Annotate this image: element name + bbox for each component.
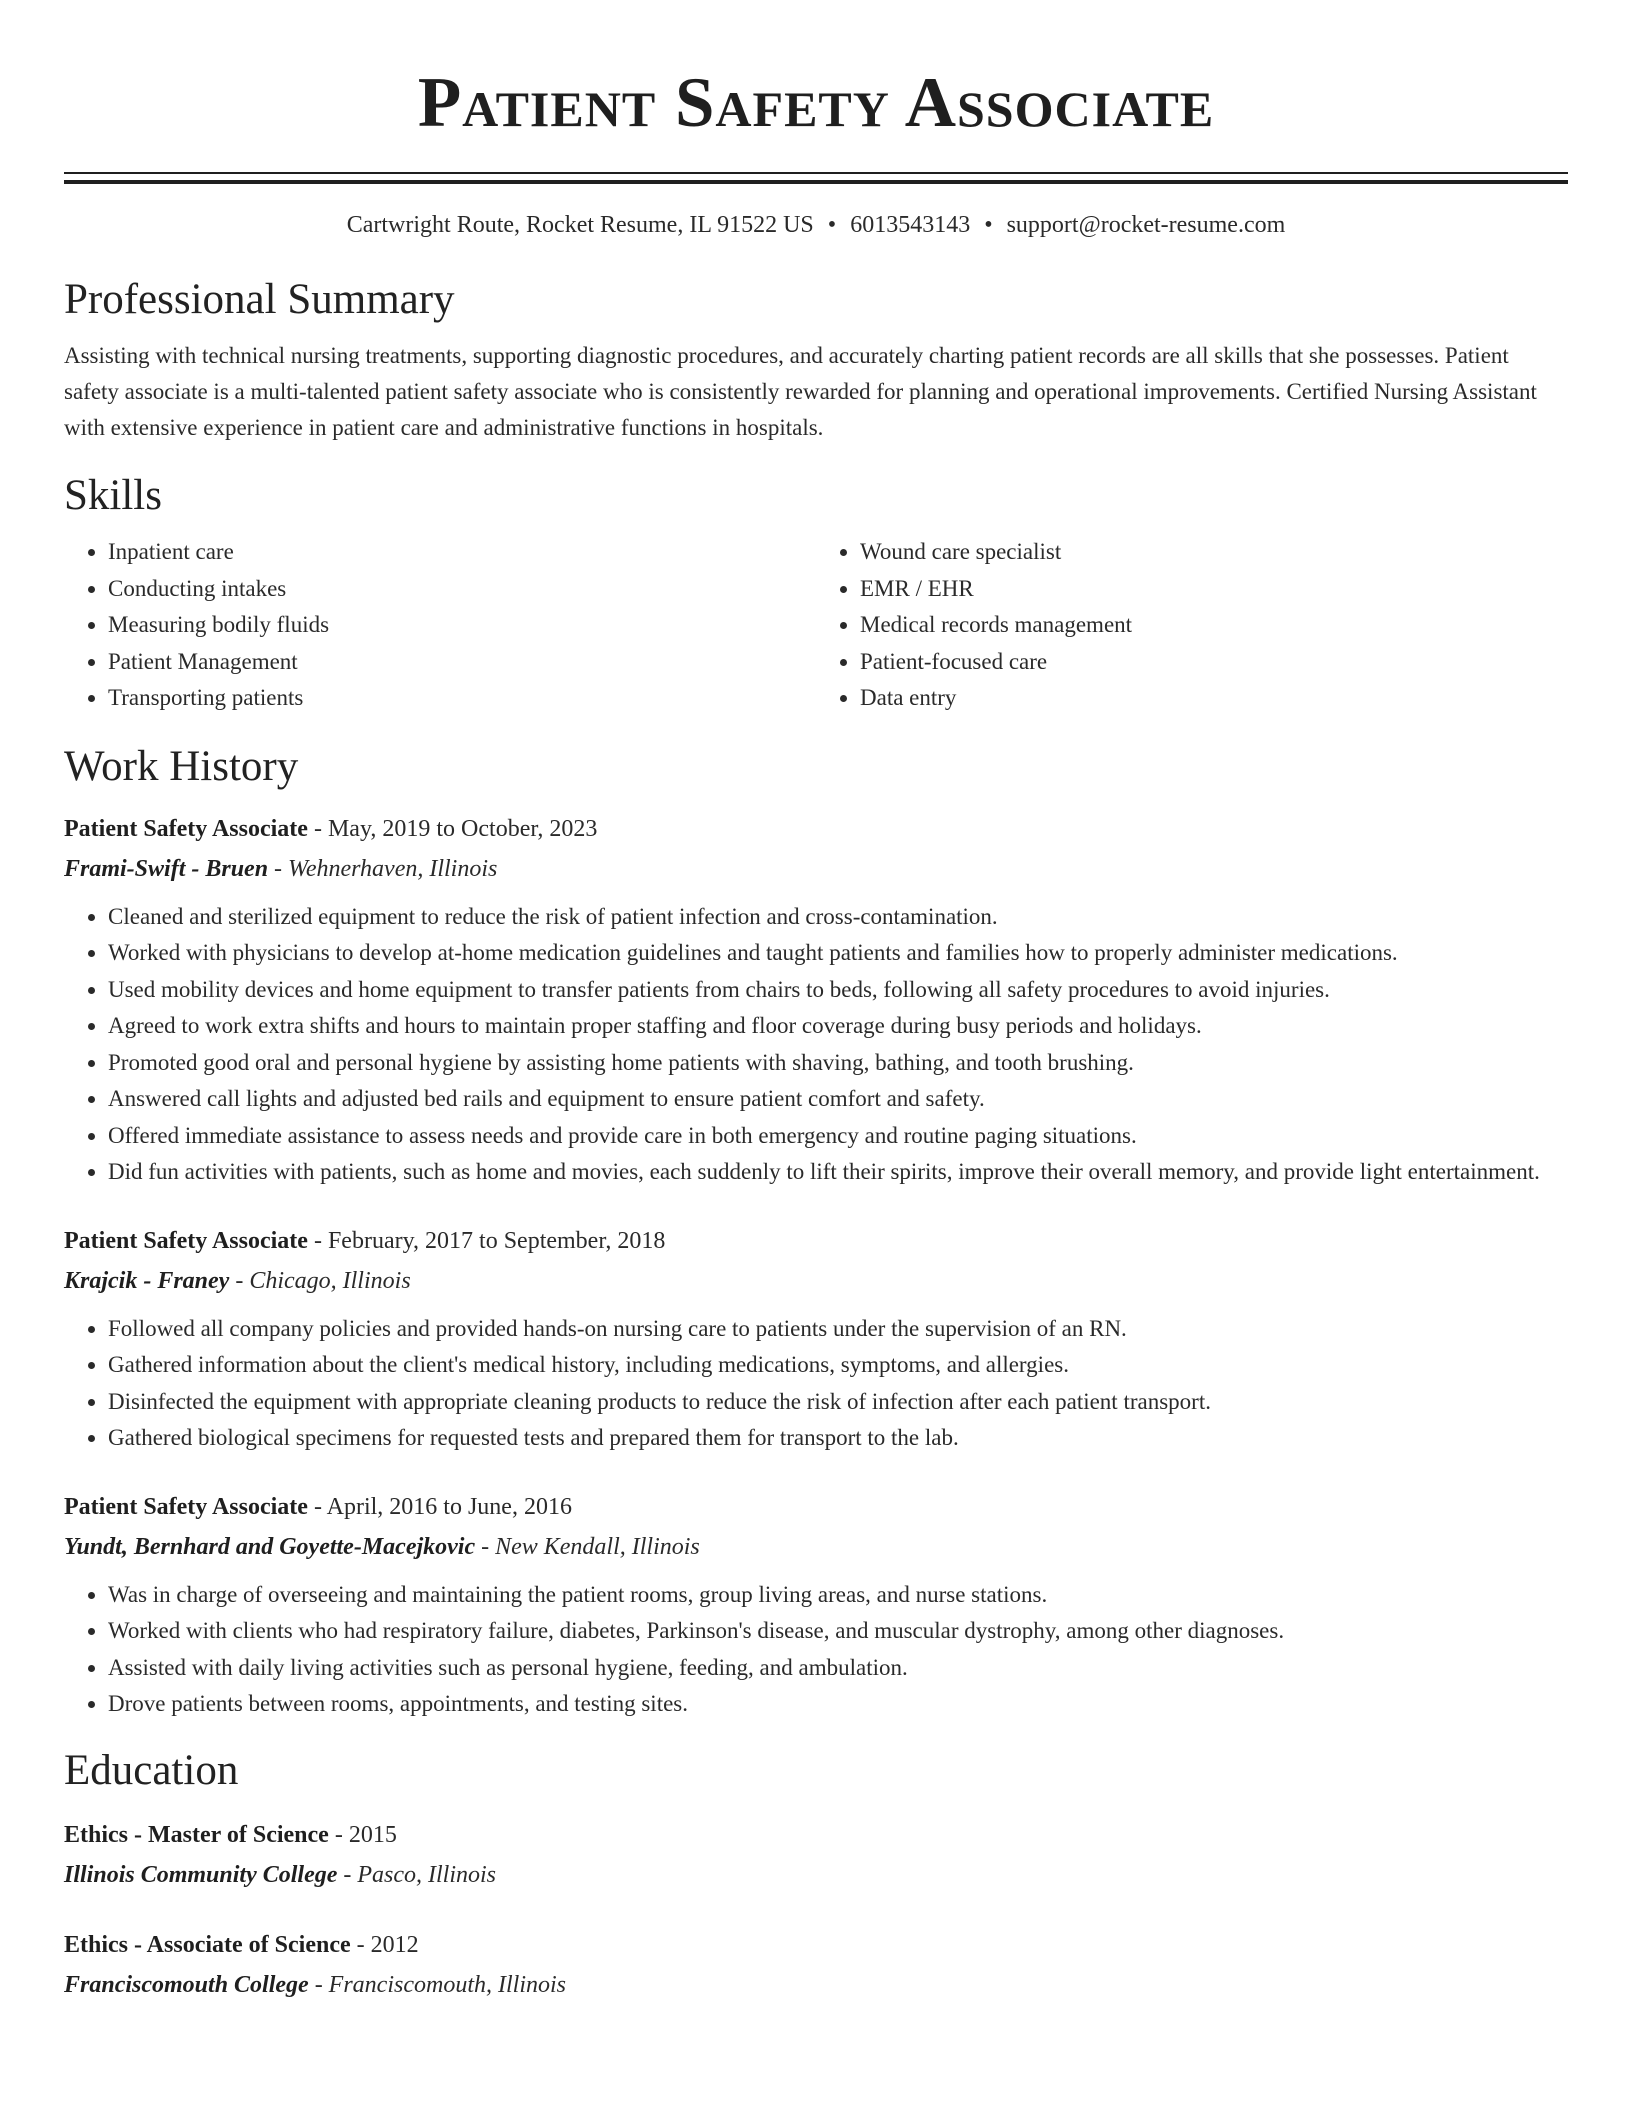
degree-year: - 2012 [350,1931,419,1958]
degree: Ethics - Master of Science [64,1821,329,1848]
job-company-line [64,1527,1568,1567]
job-bullet: • Was in charge of overseeing and maintaining the patient rooms, group living areas, and nurse stations. [108,1577,1568,1614]
job-bullet: • Offered immediate assistance to assess needs and provide care in both emergency and routine paging situations. [108,1118,1568,1155]
job-title-line [64,1487,1568,1527]
job-title-line [64,809,1568,849]
job-bullet: • Worked with physicians to develop at-home medication guidelines and taught patients and families how to properly administer medications. [108,935,1568,972]
degree-year: - 2015 [328,1821,397,1848]
skills-grid [64,534,1568,717]
job-bullet: • Gathered biological specimens for requested tests and prepared them for transport to the lab. [108,1420,1568,1457]
skill-item: • EMR / EHR [860,571,1568,608]
job-dates: - April, 2016 to June, 2016 [307,1493,572,1520]
school-line [64,1965,1568,2005]
resume-name: Patient Safety Associate [417,64,1215,142]
job-bullet: • Did fun activities with patients, such as home and movies, each suddenly to lift their spirits, improve their overall memory, and provide light entertainment. [108,1154,1568,1191]
job-bullet: • Drove patients between rooms, appointments, and testing sites. [108,1686,1568,1723]
school: Franciscomouth College [64,1971,309,1998]
skill-item: • Inpatient care [108,534,816,571]
contact-separator: • [984,212,993,238]
skill-item: • Medical records management [860,607,1568,644]
school-line [64,1855,1568,1895]
contact-phone: 6013543143 [850,212,971,238]
skill-item: • Transporting patients [108,680,816,717]
skill-item: • Patient Management [108,644,816,681]
job-bullets [64,1577,1568,1723]
school-location: - Pasco, Illinois [337,1861,497,1888]
school: Illinois Community College [64,1861,338,1888]
education-heading: Education [64,1746,239,1794]
skill-item: • Data entry [860,680,1568,717]
job-bullet: • Answered call lights and adjusted bed rails and equipment to ensure patient comfort and safety. [108,1081,1568,1118]
job-bullet: • Worked with clients who had respiratory failure, diabetes, Parkinson's disease, and muscular dystrophy, among other diagnoses. [108,1613,1568,1650]
job-title-line [64,1221,1568,1261]
job-company-line [64,1261,1568,1301]
skill-item: • Measuring bodily fluids [108,607,816,644]
skill-item: • Conducting intakes [108,571,816,608]
school-location: - Franciscomouth, Illinois [308,1971,566,1998]
degree: Ethics - Associate of Science [64,1931,351,1958]
job-company: Frami-Swift - Bruen [64,855,269,882]
contact-email: support@rocket-resume.com [1006,212,1286,238]
summary-text: Assisting with technical nursing treatments, supporting diagnostic procedures, and accurately charting patient records are all skills that she possesses. Patient safety associate is a multi-talented patient safety associate who is consistently rewarded for planning and operational improvements. Certified Nursing Assistant with extensive experience in patient care and administrative functions in hospitals. [64,343,1537,440]
job-bullet: • Gathered information about the client's medical history, including medications, symptoms, and allergies. [108,1347,1568,1384]
job-title: Patient Safety Associate [64,815,308,842]
summary-heading: Professional Summary [64,276,455,323]
skill-item: • Wound care specialist [860,534,1568,571]
degree-line [64,1925,1568,1965]
job-bullet: • Assisted with daily living activities such as personal hygiene, feeding, and ambulation. [108,1650,1568,1687]
job-location: - New Kendall, Illinois [475,1533,700,1560]
job-entry [64,1221,1568,1457]
skills-list-left [64,534,816,717]
job-entry [64,809,1568,1191]
job-location: - Chicago, Illinois [229,1267,411,1294]
job-dates: - February, 2017 to September, 2018 [307,1227,666,1254]
degree-line [64,1815,1568,1855]
contact-address: Cartwright Route, Rocket Resume, IL 91522 US [346,212,814,238]
job-bullet: • Cleaned and sterilized equipment to reduce the risk of patient infection and cross-contamination. [108,899,1568,936]
job-bullets [64,1311,1568,1457]
contact-line [64,208,1568,242]
job-bullet: • Agreed to work extra shifts and hours to maintain proper staffing and floor coverage during busy periods and holidays. [108,1008,1568,1045]
job-bullet: • Promoted good oral and personal hygiene by assisting home patients with shaving, bathing, and tooth brushing. [108,1045,1568,1082]
job-company: Krajcik - Franey [64,1267,230,1294]
education-entry [64,1815,1568,1895]
job-title: Patient Safety Associate [64,1493,308,1520]
education-entry [64,1925,1568,2005]
skills-heading: Skills [64,472,162,519]
job-bullet: • Disinfected the equipment with appropriate cleaning products to reduce the risk of infection after each patient transport. [108,1384,1568,1421]
skills-list-right [816,534,1568,717]
job-company: Yundt, Bernhard and Goyette-Macejkovic [64,1533,476,1560]
job-bullet: • Used mobility devices and home equipment to transfer patients from chairs to beds, following all safety procedures to avoid injuries. [108,972,1568,1009]
header-double-rule [64,172,1568,184]
job-bullets [64,899,1568,1191]
job-dates: - May, 2019 to October, 2023 [307,815,598,842]
job-company-line [64,849,1568,889]
job-location: - Wehnerhaven, Illinois [268,855,498,882]
job-bullet: • Followed all company policies and provided hands-on nursing care to patients under the supervision of an RN. [108,1311,1568,1348]
job-entry [64,1487,1568,1723]
work-history-heading: Work History [64,742,299,790]
job-title: Patient Safety Associate [64,1227,308,1254]
contact-separator: • [827,212,837,238]
skill-item: • Patient-focused care [860,644,1568,681]
